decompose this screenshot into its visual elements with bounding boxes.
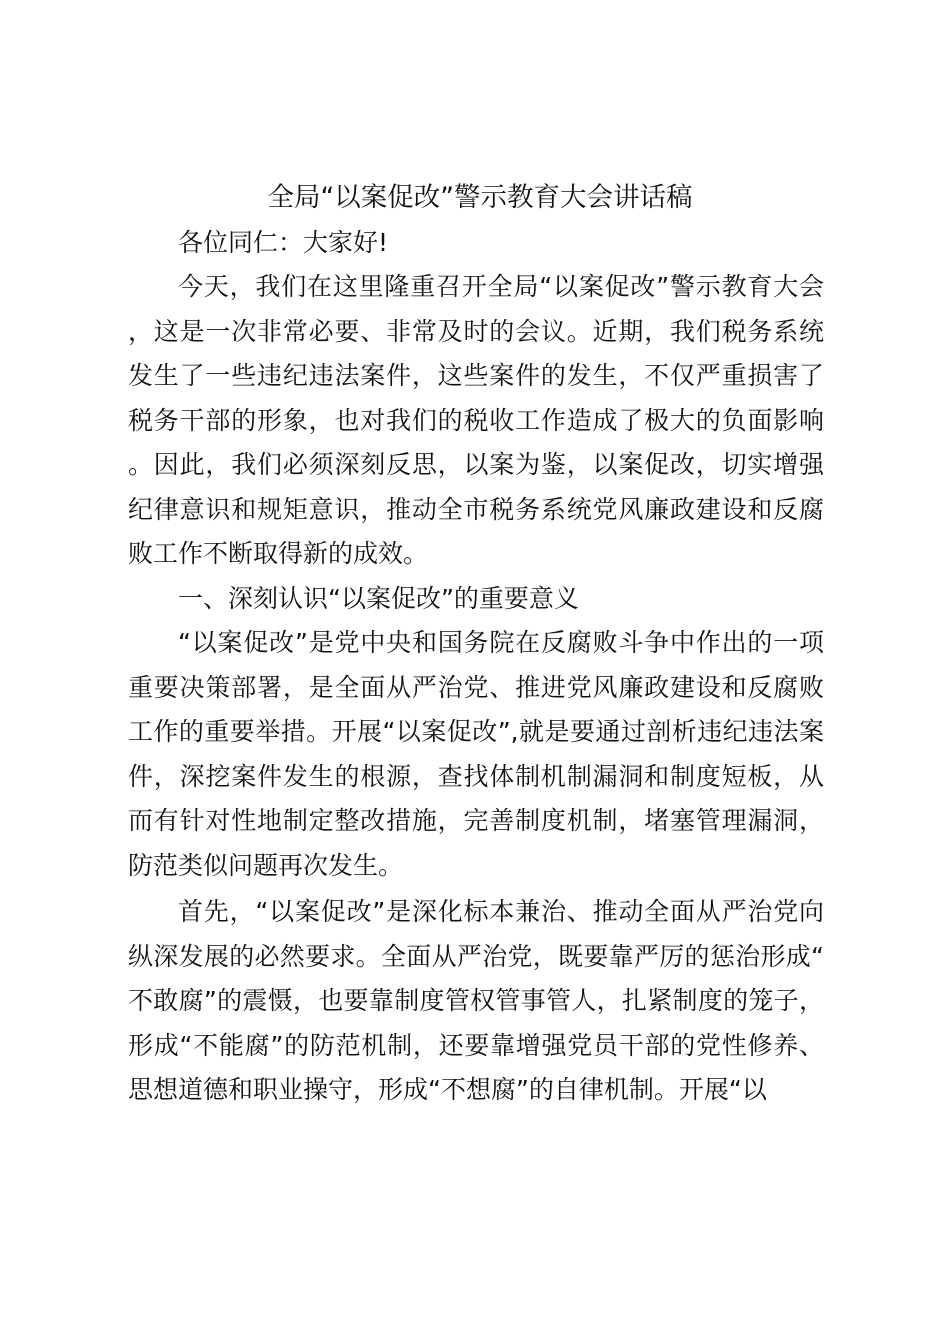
paragraph-intro: 今天，我们在这里隆重召开全局“以案促改”警示教育大会，这是一次非常必要、非常及时的会议。近期，我们税务系统发生了一些违纪违法案件，这些案件的发生，不仅严重损害了税务干部的形象，也对我们的税收工作造成了极大的负面影响。因此，我们必须深刻反思，以案为鉴，以案促改，切实增强纪律意识和规矩意识，推动全市税务系统党风廉政建设和反腐败工作不断取得新的成效。: [128, 272, 824, 568]
section-heading-1: 一、深刻认识“以案促改”的重要意义: [178, 583, 579, 613]
paragraph-first-point: 首先，“以案促改”是深化标本兼治、推动全面从严治党向纵深发展的必然要求。全面从严治党，既要靠严厉的惩治形成“不敢腐”的震慑，也要靠制度管权管事管人，扎紧制度的笼子，形成“不能腐”的防范机制，还要靠增强党员干部的党性修养、思想道德和职业操守，形成“不想腐”的自律机制。开展“以: [128, 897, 824, 1104]
document-body: [128, 176, 824, 1113]
greeting-line: 各位同仁：大家好!: [178, 227, 389, 257]
paragraph-significance: “以案促改”是党中央和国务院在反腐败斗争中作出的一项重要决策部署，是全面从严治党、推进党风廉政建设和反腐败工作的重要举措。开展“以案促改”,就是要通过剖析违纪违法案件，深挖案件发生的根源，查找体制机制漏洞和制度短板，从而有针对性地制定整改措施，完善制度机制，堵塞管理漏洞，防范类似问题再次发生。: [128, 628, 824, 880]
document-title: 全局“以案促改”警示教育大会讲话稿: [267, 182, 693, 213]
